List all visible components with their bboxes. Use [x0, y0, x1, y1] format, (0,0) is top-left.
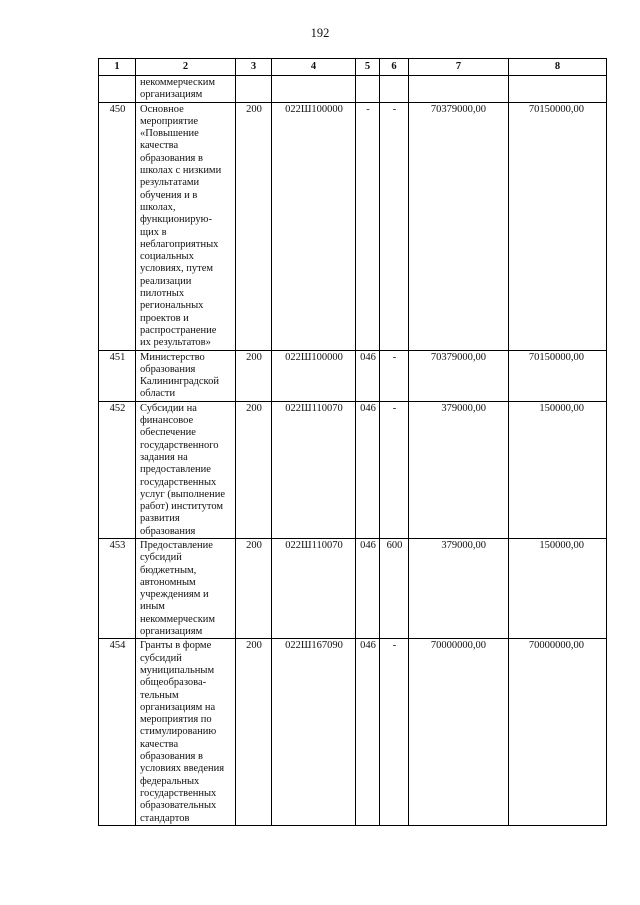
- row-cell-c1: 454: [99, 639, 136, 825]
- row-name-line: Субсидии на: [140, 402, 197, 414]
- row-name-line: бюджетным,: [140, 564, 197, 576]
- row-name-line: услуг (выполнение: [140, 488, 225, 500]
- row-cell-c6: -: [380, 401, 409, 538]
- row-name-line: социальных: [140, 251, 194, 263]
- row-cell-c8: 70000000,00: [509, 639, 607, 825]
- row-cell-c5: -: [356, 102, 380, 350]
- row-name-line: субсидий: [140, 552, 182, 564]
- table-row: [99, 350, 607, 401]
- row-cell-c1: 452: [99, 401, 136, 538]
- row-name-line: Предоставление: [140, 539, 213, 551]
- row-cell-c7: 70379000,00: [409, 102, 509, 350]
- column-header: 3: [236, 59, 272, 76]
- row-name-line: государственных: [140, 787, 217, 799]
- row-cell-c4: 022Ш110070: [272, 538, 356, 638]
- row-name-cell: [136, 76, 236, 103]
- row-name-line: региональных: [140, 300, 204, 312]
- row-cell-c5: 046: [356, 401, 380, 538]
- row-name-line: работ) институтом: [140, 501, 224, 513]
- row-name-line: стандартов: [140, 812, 190, 824]
- row-cell-c3: 200: [236, 401, 272, 538]
- row-name-line: Гранты в форме: [140, 640, 212, 652]
- row-name-line: школах с низкими: [140, 165, 222, 177]
- row-name-line: функционирую-: [140, 214, 212, 226]
- row-name-line: пилотных: [140, 288, 185, 300]
- row-cell-c3: 200: [236, 639, 272, 825]
- row-cell-c7: 70000000,00: [409, 639, 509, 825]
- row-cell-c8: 150000,00: [509, 401, 607, 538]
- row-cell-c7: 70379000,00: [409, 350, 509, 401]
- row-name-line: субсидий: [140, 652, 182, 664]
- row-cell-c6: [380, 76, 409, 103]
- row-cell-c6: -: [380, 102, 409, 350]
- budget-table: [98, 58, 607, 826]
- row-name-line: организациям: [140, 89, 203, 101]
- row-name-line: Калининградской: [140, 376, 219, 388]
- row-name-line: результатами: [140, 177, 200, 189]
- row-name-line: щих в: [140, 226, 167, 238]
- column-header: 5: [356, 59, 380, 76]
- column-header: 8: [509, 59, 607, 76]
- row-cell-c4: 022Ш167090: [272, 639, 356, 825]
- row-name-line: реализации: [140, 275, 192, 287]
- row-name-line: иным: [140, 601, 165, 613]
- row-name-line: условиях введения: [140, 763, 225, 775]
- row-name-line: качества: [140, 738, 179, 750]
- row-name-cell: [136, 350, 236, 401]
- row-cell-c5: 046: [356, 538, 380, 638]
- column-header: 2: [136, 59, 236, 76]
- table-row: [99, 538, 607, 638]
- row-name-line: распространение: [140, 324, 217, 336]
- row-cell-c6: 600: [380, 538, 409, 638]
- row-name-line: организациям: [140, 626, 203, 638]
- row-name-line: мероприятия по: [140, 714, 212, 726]
- table-row: [99, 639, 607, 825]
- table-header-row: [99, 59, 607, 76]
- row-name-line: области: [140, 388, 176, 400]
- row-cell-c8: 150000,00: [509, 538, 607, 638]
- row-name-line: тельным: [140, 689, 179, 701]
- row-cell-c8: [509, 76, 607, 103]
- column-header: 1: [99, 59, 136, 76]
- row-name-line: качества: [140, 140, 179, 152]
- row-cell-c3: [236, 76, 272, 103]
- table-row: [99, 76, 607, 103]
- row-name-line: школах,: [140, 201, 176, 213]
- row-name-line: проектов и: [140, 312, 189, 324]
- row-name-line: образовательных: [140, 800, 217, 812]
- row-name-line: образования: [140, 525, 196, 537]
- column-header: 6: [380, 59, 409, 76]
- column-header: 4: [272, 59, 356, 76]
- row-name-line: предоставление: [140, 464, 211, 476]
- row-cell-c5: 046: [356, 639, 380, 825]
- row-name-line: развития: [140, 513, 180, 525]
- row-name-line: федеральных: [140, 775, 200, 787]
- row-cell-c7: 379000,00: [409, 401, 509, 538]
- table-row: [99, 102, 607, 350]
- row-name-line: условиях, путем: [140, 263, 214, 275]
- row-name-line: государственных: [140, 476, 217, 488]
- row-name-line: образования: [140, 363, 196, 375]
- row-name-line: задания на: [140, 451, 188, 463]
- row-cell-c4: 022Ш100000: [272, 350, 356, 401]
- row-name-cell: [136, 538, 236, 638]
- row-cell-c5: [356, 76, 380, 103]
- row-name-cell: [136, 102, 236, 350]
- row-cell-c1: 450: [99, 102, 136, 350]
- row-cell-c8: 70150000,00: [509, 350, 607, 401]
- table-row: [99, 401, 607, 538]
- row-name-line: образования в: [140, 751, 203, 763]
- row-name-line: организациям на: [140, 701, 216, 713]
- row-cell-c4: 022Ш100000: [272, 102, 356, 350]
- row-cell-c4: 022Ш110070: [272, 401, 356, 538]
- row-cell-c8: 70150000,00: [509, 102, 607, 350]
- row-cell-c1: 451: [99, 350, 136, 401]
- row-name-line: обучения и в: [140, 189, 198, 201]
- row-name-cell: [136, 401, 236, 538]
- row-cell-c3: 200: [236, 538, 272, 638]
- row-cell-c5: 046: [356, 350, 380, 401]
- row-name-line: некоммерческим: [140, 77, 216, 88]
- row-cell-c3: 200: [236, 102, 272, 350]
- row-name-line: Основное: [140, 103, 184, 115]
- page-number: 192: [310, 26, 330, 40]
- row-cell-c1: 453: [99, 538, 136, 638]
- row-name-line: образования в: [140, 152, 203, 164]
- row-name-line: их результатов»: [140, 337, 211, 349]
- row-cell-c7: 379000,00: [409, 538, 509, 638]
- row-name-line: некоммерческим: [140, 613, 216, 625]
- row-cell-c1: [99, 76, 136, 103]
- row-cell-c6: -: [380, 639, 409, 825]
- row-cell-c3: 200: [236, 350, 272, 401]
- row-name-line: учреждениям и: [140, 589, 209, 601]
- row-name-line: стимулированию: [140, 726, 217, 738]
- row-name-line: финансовое: [140, 415, 194, 427]
- row-cell-c4: [272, 76, 356, 103]
- row-cell-c7: [409, 76, 509, 103]
- row-name-cell: [136, 639, 236, 825]
- row-cell-c6: -: [380, 350, 409, 401]
- row-name-line: неблагоприятных: [140, 238, 219, 250]
- column-header: 7: [409, 59, 509, 76]
- row-name-line: государственного: [140, 439, 219, 451]
- row-name-line: «Повышение: [140, 128, 199, 140]
- row-name-line: общеобразова-: [140, 677, 207, 689]
- row-name-line: мероприятие: [140, 115, 198, 127]
- row-name-line: автономным: [140, 576, 196, 588]
- row-name-line: муниципальным: [140, 664, 215, 676]
- row-name-line: Министерство: [140, 351, 205, 363]
- row-name-line: обеспечение: [140, 427, 196, 439]
